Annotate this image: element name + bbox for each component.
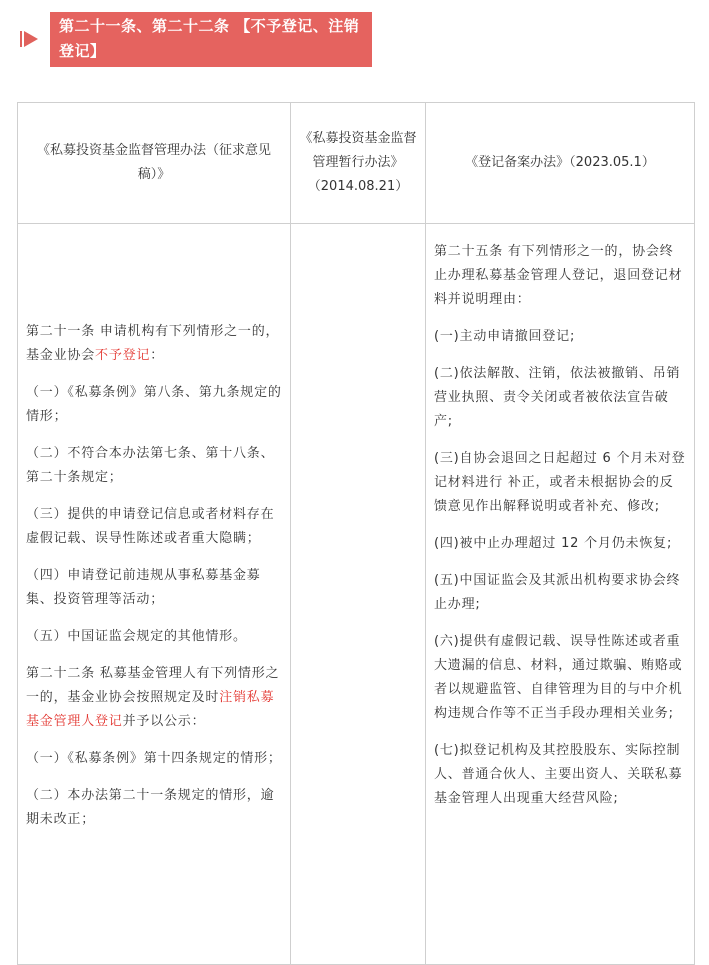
highlight-cancel-registration: 注销私募基金管理人登记 (26, 690, 275, 729)
highlight-not-register: 不予登记 (95, 348, 151, 363)
table-header-row (18, 103, 695, 224)
article-25-item-6: (六)提供有虚假记载、误导性陈述或者重大遗漏的信息、材料，通过欺骗、贿赂或者以规避监管、自律管理为目的与中介机构违规合作等不正当手段办理相关业务; (434, 634, 683, 721)
article-25-item-1: (一)主动申请撤回登记; (434, 329, 576, 344)
article-25-item-5: (五)中国证监会及其派出机构要求协会终止办理; (434, 573, 681, 612)
article-22-item-2: （二）本办法第二十一条规定的情形，逾期未改正； (26, 788, 275, 827)
article-22-item-1: （一）《私募条例》第十四条规定的情形； (26, 751, 282, 766)
article-21-item-5: （五）中国证监会规定的其他情形。 (26, 629, 247, 644)
section-heading: 第二十一条、第二十二条 【不予登记、注销登记】 (50, 12, 372, 67)
draft-measures-cell (18, 224, 291, 965)
article-25-item-7: (七)拟登记机构及其控股股东、实际控制人、普通合伙人、主要出资人、关联私募基金管理人出现重大经营风险; (434, 743, 683, 806)
column-header-interim: 《私募投资基金监督管理暂行办法》（2014.08.21） (291, 103, 426, 224)
article-25-intro: 第二十五条 有下列情形之一的，协会终止办理私募基金管理人登记，退回登记材料并说明理由： (434, 244, 683, 307)
article-21-item-4: （四）申请登记前违规从事私募基金募集、投资管理等活动； (26, 568, 261, 607)
article-22-intro: 第二十二条 私募基金管理人有下列情形之一的，基金业协会按照规定及时注销私募基金管理人登记并予以公示： (26, 666, 280, 729)
comparison-table (17, 102, 695, 965)
section-heading-block (20, 12, 372, 67)
interim-measures-cell (291, 224, 426, 965)
column-header-draft: 《私募投资基金监督管理办法（征求意见稿）》 (18, 103, 291, 224)
article-21-intro: 第二十一条 申请机构有下列情形之一的，基金业协会不予登记： (26, 324, 280, 363)
article-21-item-3: （三）提供的申请登记信息或者材料存在虚假记载、误导性陈述或者重大隐瞒； (26, 507, 275, 546)
article-21-item-2: （二）不符合本办法第七条、第十八条、第二十条规定； (26, 446, 275, 485)
play-icon (20, 28, 42, 50)
article-21-item-1: （一）《私募条例》第八条、第九条规定的情形； (26, 385, 282, 424)
article-25-item-2: (二)依法解散、注销，依法被撤销、吊销营业执照、责令关闭或者被依法宣告破产; (434, 366, 681, 429)
article-25-item-3: (三)自协会退回之日起超过 6 个月未对登记材料进行 补正，或者未根据协会的反馈意见作出解释说明或者补充、修改; (434, 451, 686, 514)
registration-measures-cell (426, 224, 695, 965)
table-body-row (18, 224, 695, 965)
article-25-item-4: (四)被中止办理超过 12 个月仍未恢复; (434, 536, 673, 551)
column-header-registration: 《登记备案办法》（2023.05.1） (426, 103, 695, 224)
